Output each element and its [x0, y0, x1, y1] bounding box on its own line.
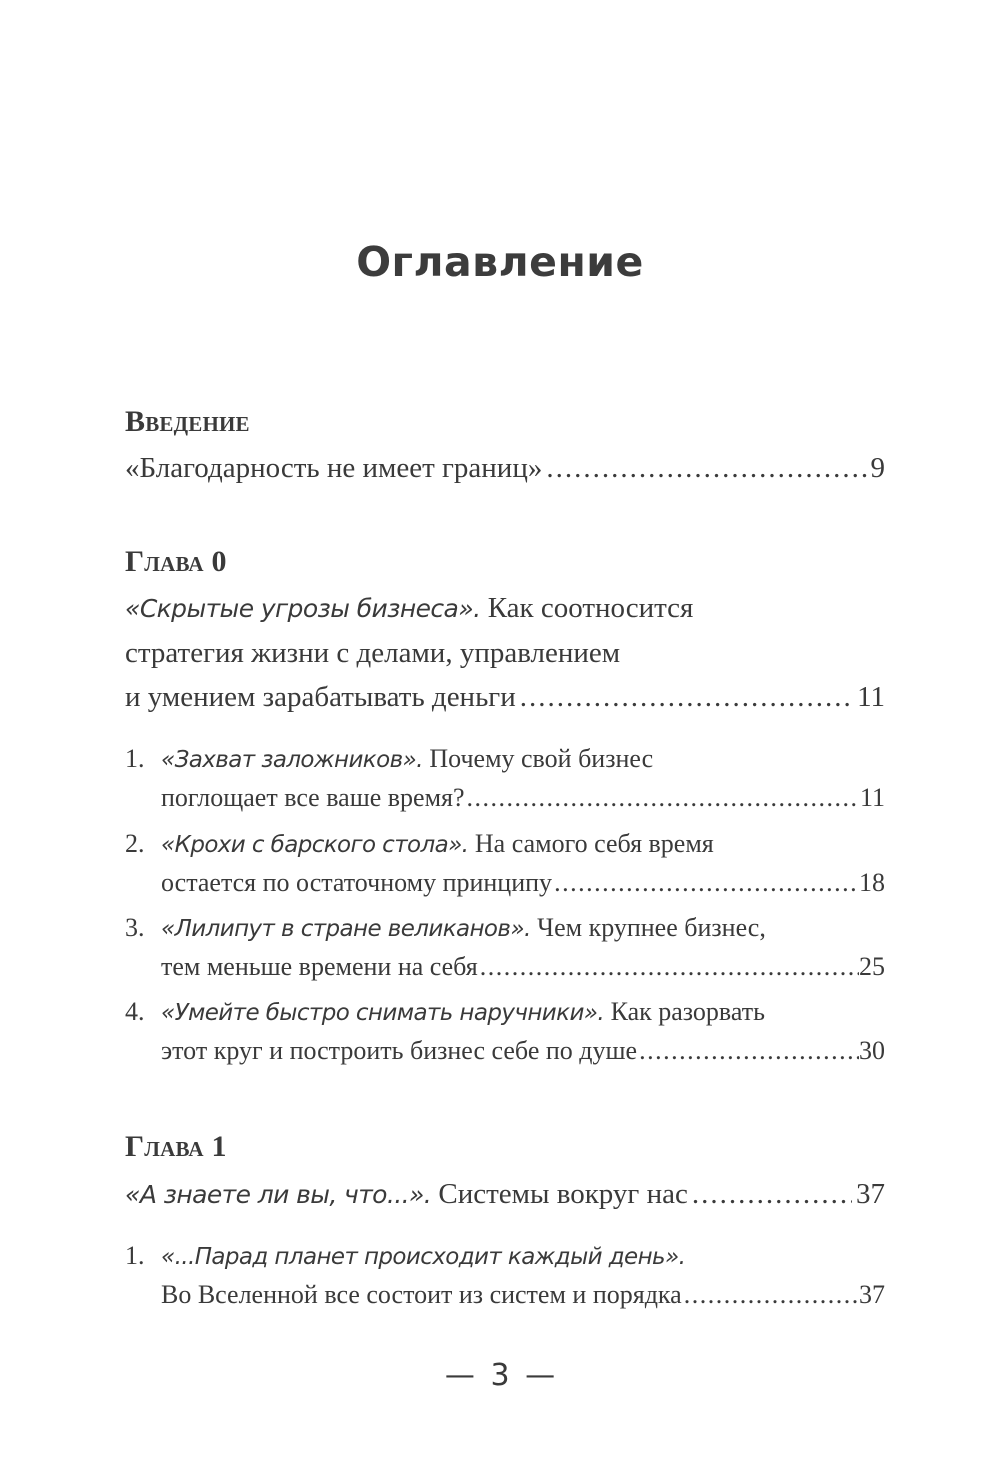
toc-item-0-1[interactable]	[125, 740, 885, 817]
leader-dots	[684, 1276, 859, 1314]
page-number: 9	[870, 452, 885, 484]
entry-text: Как соотносится	[480, 592, 694, 624]
intro-heading: Введение	[125, 405, 250, 438]
leader-dots	[467, 779, 860, 817]
item-italic-title: «Крохи с барского стола».	[161, 832, 469, 858]
leader-dots	[554, 864, 859, 902]
item-text: Чем крупнее бизнес,	[530, 913, 766, 942]
page-number: 11	[859, 783, 885, 812]
entry-title: «Благодарность не имеет границ»	[125, 452, 543, 484]
leader-dots	[480, 948, 859, 986]
item-italic-title: «Умейте быстро снимать наручники».	[161, 1000, 605, 1026]
page-number: 37	[859, 1280, 885, 1309]
item-italic-title: «Лилипут в стране великанов».	[161, 916, 531, 942]
toc-item-0-3[interactable]	[125, 909, 885, 986]
item-text-line-2: остается по остаточному принципу	[161, 868, 553, 897]
item-italic-title: «...Парад планет происходит каждый день».	[161, 1244, 686, 1270]
entry-text-line-3: и умением зарабатывать деньги	[125, 681, 516, 713]
toc-item-0-4[interactable]	[125, 993, 885, 1070]
toc-entry-intro[interactable]	[125, 446, 885, 490]
leader-dots	[692, 1172, 852, 1216]
leader-dots	[639, 1032, 859, 1070]
entry-text-line-2: стратегия жизни с делами, управлением	[125, 637, 621, 669]
item-text-line-2: тем меньше времени на себя	[161, 952, 478, 981]
page-title: Оглавление	[356, 238, 644, 286]
item-number: 1.	[125, 1241, 145, 1270]
item-number: 2.	[125, 829, 145, 858]
toc-entry-chapter-1[interactable]	[125, 1172, 885, 1217]
toc-entry-chapter-0[interactable]	[125, 586, 885, 719]
page-number: 25	[859, 952, 885, 981]
item-text-line-2: этот круг и построить бизнес себе по душе	[161, 1036, 638, 1065]
item-text: Почему свой бизнес	[422, 744, 654, 773]
entry-text: Системы вокруг нас	[431, 1178, 688, 1210]
leader-dots	[520, 675, 853, 719]
toc-item-1-1[interactable]	[125, 1237, 885, 1314]
page-number: 30	[859, 1036, 885, 1065]
toc-item-0-2[interactable]	[125, 825, 885, 902]
item-number: 1.	[125, 744, 145, 773]
item-text: Как разорвать	[604, 997, 765, 1026]
chapter-0-heading: Глава 0	[125, 545, 227, 578]
page-number: 18	[859, 868, 885, 897]
page-number: 37	[856, 1178, 885, 1210]
entry-italic-title: «А знаете ли вы, что...».	[125, 1180, 432, 1209]
entry-italic-title: «Скрытые угрозы бизнеса».	[125, 594, 481, 623]
item-text: На самого себя время	[468, 829, 714, 858]
item-number: 4.	[125, 997, 145, 1026]
item-text-line-2: Во Вселенной все состоит из систем и порядка	[161, 1280, 682, 1309]
page-folio: — 3 —	[444, 1358, 556, 1393]
item-number: 3.	[125, 913, 145, 942]
leader-dots	[546, 446, 866, 490]
item-text-line-2: поглощает все ваше время?	[161, 783, 465, 812]
chapter-1-heading: Глава 1	[125, 1130, 227, 1163]
page-number: 11	[857, 681, 885, 713]
item-italic-title: «Захват заложников».	[161, 747, 423, 773]
